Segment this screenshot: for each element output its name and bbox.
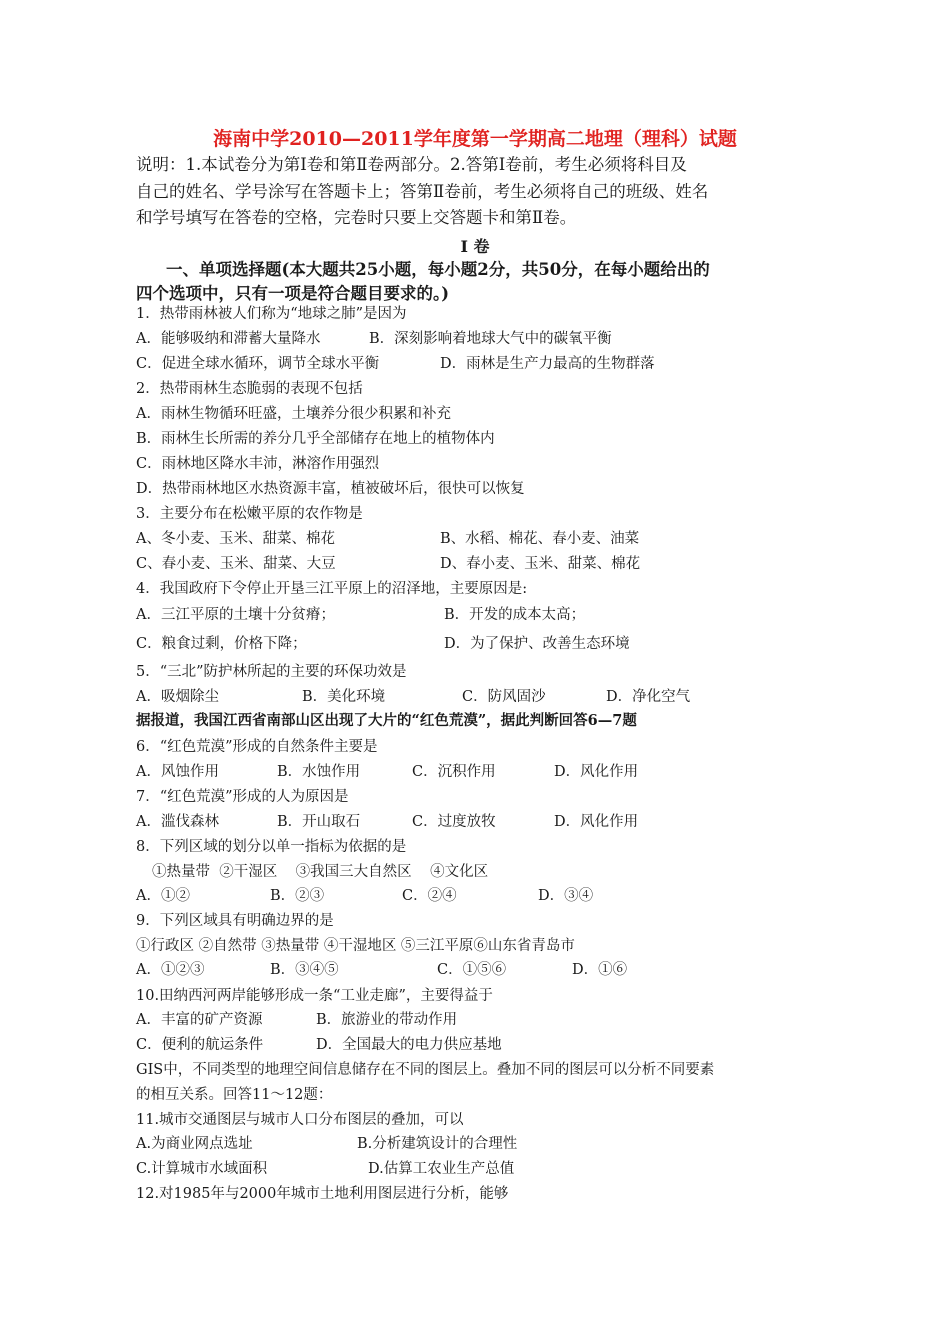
question-11-option-d: D.估算工农业生产总值 <box>368 1161 515 1177</box>
question-8-option-b: B．②③ <box>270 888 325 904</box>
instructions-line-1: 说明：1.本试卷分为第Ⅰ卷和第Ⅱ卷两部分。2.答第Ⅰ卷前，考生必须将科目及 <box>136 155 687 174</box>
question-2-option-b: B．雨林生长所需的养分几乎全部储存在地上的植物体内 <box>136 431 495 447</box>
question-7-option-c: C．过度放牧 <box>412 814 496 830</box>
question-9-items: ①行政区 ②自然带 ③热量带 ④干湿地区 ⑤三江平原⑥山东省青岛市 <box>136 938 575 954</box>
question-1-option-d: D．雨林是生产力最高的生物群落 <box>440 356 655 372</box>
question-11-option-a: A.为商业网点选址 <box>136 1136 253 1152</box>
question-2-option-a: A．雨林生物循环旺盛，土壤养分很少积累和补充 <box>136 406 451 422</box>
question-9-option-d: D．①⑥ <box>572 962 628 978</box>
question-9-option-a: A．①②③ <box>136 962 205 978</box>
question-3-option-b: B、水稻、棉花、春小麦、油菜 <box>440 531 640 547</box>
question-3-option-c: C、春小麦、玉米、甜菜、大豆 <box>136 556 336 572</box>
question-8-option-d: D．③④ <box>538 888 594 904</box>
question-3-stem: 3．主要分布在松嫩平原的农作物是 <box>136 506 363 522</box>
question-10-option-a: A．丰富的矿产资源 <box>136 1012 263 1028</box>
question-8-stem: 8．下列区域的划分以单一指标为依据的是 <box>136 839 407 855</box>
question-4-option-b: B．开发的成本太高； <box>444 607 586 623</box>
question-11-stem: 11.城市交通图层与城市人口分布图层的叠加，可以 <box>136 1112 464 1128</box>
question-5-option-d: D．净化空气 <box>606 689 691 705</box>
question-2-option-d: D．热带雨林地区水热资源丰富，植被破坏后，很快可以恢复 <box>136 481 525 497</box>
question-1-stem: 1．热带雨林被人们称为“地球之肺”是因为 <box>136 306 407 322</box>
question-11-option-c: C.计算城市水域面积 <box>136 1161 268 1177</box>
question-8-option-c: C．②④ <box>402 888 457 904</box>
question-9-stem: 9．下列区域具有明确边界的是 <box>136 913 334 929</box>
gis-context-line-1: GIS中，不同类型的地理空间信息储存在不同的图层上。叠加不同的图层可以分析不同要素 <box>136 1062 715 1078</box>
volume-label: Ⅰ 卷 <box>460 237 490 256</box>
question-9-option-b: B．③④⑤ <box>270 962 339 978</box>
question-10-stem: 10.田纳西河两岸能够形成一条“工业走廊”，主要得益于 <box>136 988 493 1004</box>
question-5-option-a: A．吸烟除尘 <box>136 689 219 705</box>
instructions-line-3: 和学号填写在答卷的空格，完卷时只要上交答题卡和第Ⅱ卷。 <box>136 208 577 227</box>
question-8-option-a: A．①② <box>136 888 190 904</box>
question-7-option-b: B．开山取石 <box>277 814 361 830</box>
question-7-stem: 7．“红色荒漠”形成的人为原因是 <box>136 789 349 805</box>
question-6-option-b: B．水蚀作用 <box>277 764 361 780</box>
question-10-option-b: B．旅游业的带动作用 <box>316 1012 458 1028</box>
question-4-option-c: C．粮食过剩，价格下降； <box>136 636 307 652</box>
question-6-option-d: D．风化作用 <box>554 764 639 780</box>
question-8-items: ①热量带 ②干湿区 ③我国三大自然区 ④文化区 <box>152 864 489 880</box>
section-heading-line-2: 四个选项中，只有一项是符合题目要求的。) <box>136 284 450 303</box>
instructions-line-2: 自己的姓名、学号涂写在答题卡上；答第Ⅱ卷前，考生必须将自己的班级、姓名 <box>136 182 709 201</box>
question-7-option-a: A．滥伐森林 <box>136 814 219 830</box>
question-3-option-d: D、春小麦、玉米、甜菜、棉花 <box>440 556 641 572</box>
question-5-stem: 5．“三北”防护林所起的主要的环保功效是 <box>136 664 407 680</box>
section-heading-line-1: 一、单项选择题(本大题共25小题，每小题2分，共50分，在每小题给出的 <box>166 260 710 279</box>
question-4-stem: 4．我国政府下令停止开垦三江平原上的沼泽地，主要原因是: <box>136 581 528 597</box>
question-2-stem: 2．热带雨林生态脆弱的表现不包括 <box>136 381 363 397</box>
question-10-option-c: C．便利的航运条件 <box>136 1037 264 1053</box>
question-5-option-c: C．防风固沙 <box>462 689 546 705</box>
question-5-option-b: B．美化环境 <box>302 689 386 705</box>
question-10-option-d: D．全国最大的电力供应基地 <box>316 1037 502 1053</box>
question-6-option-a: A．风蚀作用 <box>136 764 219 780</box>
question-3-option-a: A、冬小麦、玉米、甜菜、棉花 <box>136 531 335 547</box>
question-6-stem: 6．“红色荒漠”形成的自然条件主要是 <box>136 739 378 755</box>
question-9-option-c: C．①⑤⑥ <box>437 962 507 978</box>
question-6-option-c: C．沉积作用 <box>412 764 496 780</box>
questions-6-7-context: 据报道，我国江西省南部山区出现了大片的“红色荒漠”，据此判断回答6—7题 <box>136 712 637 729</box>
question-11-option-b: B.分析建筑设计的合理性 <box>357 1136 518 1152</box>
question-1-option-a: A．能够吸纳和滞蓄大量降水 <box>136 331 321 347</box>
question-1-option-b: B．深刻影响着地球大气中的碳氧平衡 <box>369 331 612 347</box>
question-2-option-c: C．雨林地区降水丰沛，淋溶作用强烈 <box>136 456 380 472</box>
question-4-option-a: A．三江平原的土壤十分贫瘠； <box>136 607 335 623</box>
question-1-option-c: C．促进全球水循环，调节全球水平衡 <box>136 356 380 372</box>
gis-context-line-2: 的相互关系。回答11～12题： <box>136 1087 333 1103</box>
question-7-option-d: D．风化作用 <box>554 814 639 830</box>
exam-title: 海南中学2010—2011学年度第一学期高二地理（理科）试题 <box>213 128 737 150</box>
question-12-stem: 12.对1985年与2000年城市土地利用图层进行分析，能够 <box>136 1186 509 1202</box>
question-4-option-d: D．为了保护、改善生态环境 <box>444 636 630 652</box>
